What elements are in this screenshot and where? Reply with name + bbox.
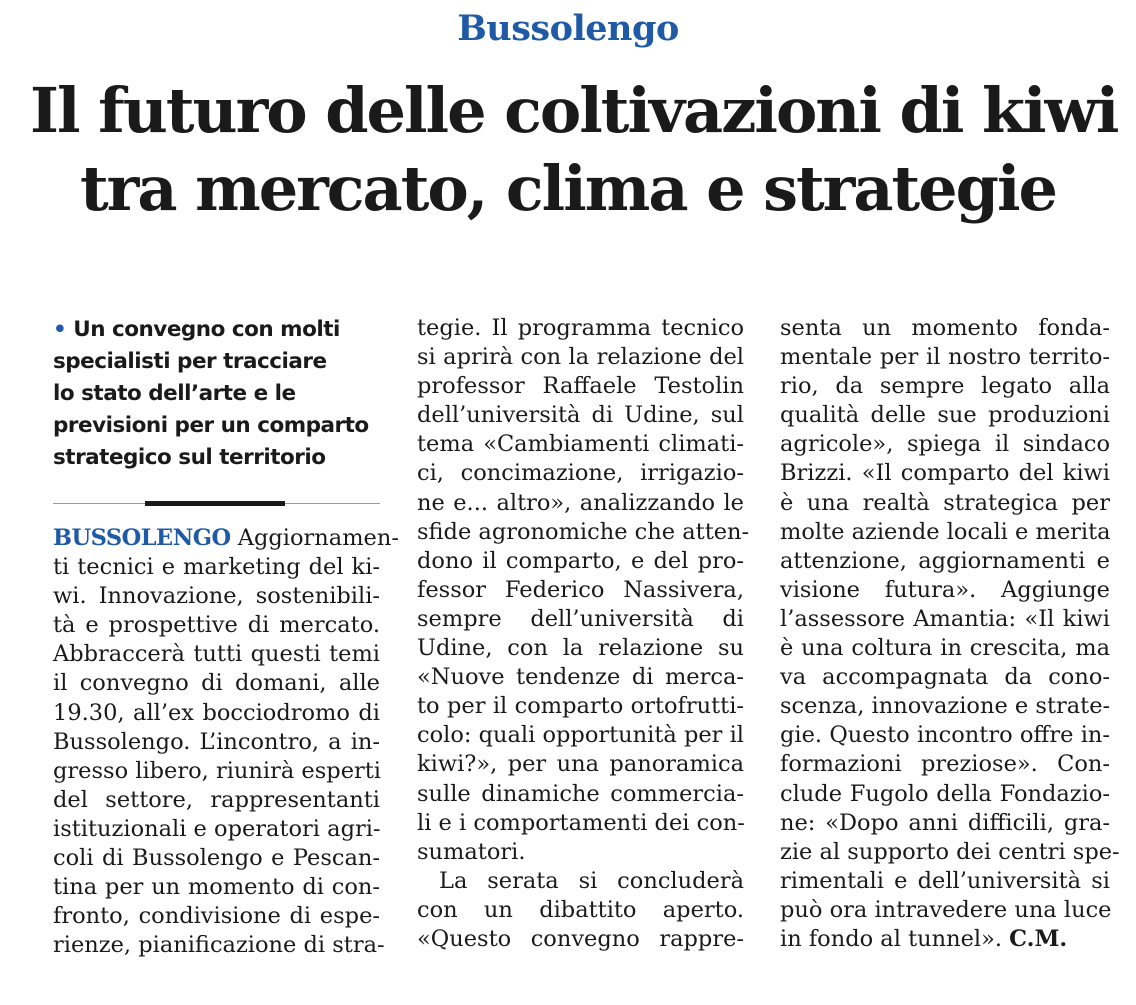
text-line: fessor Federico Nassivera, [417,576,744,603]
text-line: agricole», spiega il sindaco [780,431,1110,458]
headline [30,72,1118,228]
text-line: coli di Bussolengo e Pescan- [53,845,380,872]
headline-line-1: Il futuro delle coltivazioni di kiwi [30,74,1118,147]
text-line: qualità delle sue produzioni [780,402,1110,429]
text-line: La serata si concluderà [439,867,744,894]
text-line: va accompagnata da cono- [780,664,1110,691]
text-line: rimentali e dell’università si [780,867,1110,894]
text-line: gresso libero, riunirà esperti [53,757,382,784]
text-line: sumatori. [417,838,526,865]
summary-line: • Un convegno con molti [53,317,340,342]
text-line: con un dibattito aperto. [417,896,744,923]
text-line: zie al supporto dei centri spe- [780,838,1120,865]
text-line: del settore, rappresentanti [53,786,380,813]
text-line: tegie. Il programma tecnico [417,315,744,341]
text-line: è una realtà strategica per [780,489,1110,516]
article-column-3 [780,314,1120,954]
text-line: senta un momento fonda- [780,315,1110,341]
text-line: rio, da sempre legato alla [780,373,1110,400]
text-line: 19.30, all’ex bocciodromo di [53,699,380,726]
text-line: il convegno di domani, alle [53,670,380,697]
text-line: wi. Innovazione, sostenibili- [53,583,380,610]
author-signature: C.M. [1009,925,1068,952]
text-line: istituzionali e operatori agri- [53,815,381,842]
text-line: ne e... altro», analizzando le [417,489,744,516]
summary-line: specialisti per tracciare [53,349,327,374]
text-line: sempre dell’università di [417,605,744,632]
summary-line: strategico sul territorio [53,445,326,470]
summary-divider-accent [145,501,285,506]
text-line: Bussolengo. L’incontro, a in- [53,728,380,755]
text-line: sfide agronomiche che atten- [417,518,750,545]
text-line: rienze, pianificazione di stra- [53,932,385,959]
text-line: kiwi?», per una panoramica [417,751,744,778]
text-line: Abbraccerà tutti questi temi [53,641,380,668]
bullet-icon: • [53,317,67,342]
text-line: ti tecnici e marketing del ki- [53,554,380,581]
summary-line: previsioni per un comparto [53,413,369,438]
text-line: scenza, innovazione e strate- [780,693,1111,720]
article-column-2 [417,314,750,954]
text-line: ne: «Dopo anni difficili, gra- [780,809,1110,836]
section-kicker: Bussolengo [457,8,679,49]
text-line: colo: quali opportunità per il [417,722,744,749]
summary-line: lo stato dell’arte e le [53,381,296,406]
text-line: BUSSOLENGO Aggiornamen- [53,525,399,551]
text-line: si aprirà con la relazione del [417,344,744,371]
text-line: professor Raffaele Testolin [417,373,744,400]
text-line: attenzione, aggiornamenti e [780,547,1110,574]
text-line: «Questo convegno rappre- [417,925,744,952]
text-line: può ora intravedere una luce [780,896,1112,923]
text-line: to per il comparto ortofrutti- [417,693,744,720]
article-column-1 [53,524,399,960]
text-line: clude Fugolo della Fondazio- [780,780,1110,807]
dateline: BUSSOLENGO [53,525,231,551]
text-line: tema «Cambiamenti climati- [417,431,744,458]
text-line: molte aziende locali e merita [780,518,1111,545]
text-line: in fondo al tunnel». C.M. [780,925,1068,952]
text-line: l’assessore Amantia: «Il kiwi [780,605,1110,632]
text-line: sulle dinamiche commercia- [417,780,744,807]
text-line: «Nuove tendenze di merca- [417,664,744,691]
headline-line-2: tra mercato, clima e strategie [80,152,1056,225]
text-line: fronto, condivisione di espe- [53,903,380,930]
text-line: dono il comparto, e del pro- [417,547,744,574]
text-line: visione futura». Aggiunge [780,576,1110,603]
text-line: gie. Questo incontro offre in- [780,722,1110,749]
text-line: formazioni preziose». Con- [780,751,1110,778]
summary-box [53,314,380,474]
text-line: ci, concimazione, irrigazio- [417,460,744,487]
text-line: dell’università di Udine, sul [417,402,744,429]
text-line: li e i comportamenti dei con- [417,809,745,836]
text-line: mentale per il nostro territo- [780,344,1110,371]
text-line: tina per un momento di con- [53,874,380,901]
text-line: tà e prospettive di mercato. [53,612,380,639]
text-line: Brizzi. «Il comparto del kiwi [780,460,1110,487]
text-line: è una coltura in crescita, ma [780,635,1110,662]
text-line: Udine, con la relazione su [417,635,744,662]
